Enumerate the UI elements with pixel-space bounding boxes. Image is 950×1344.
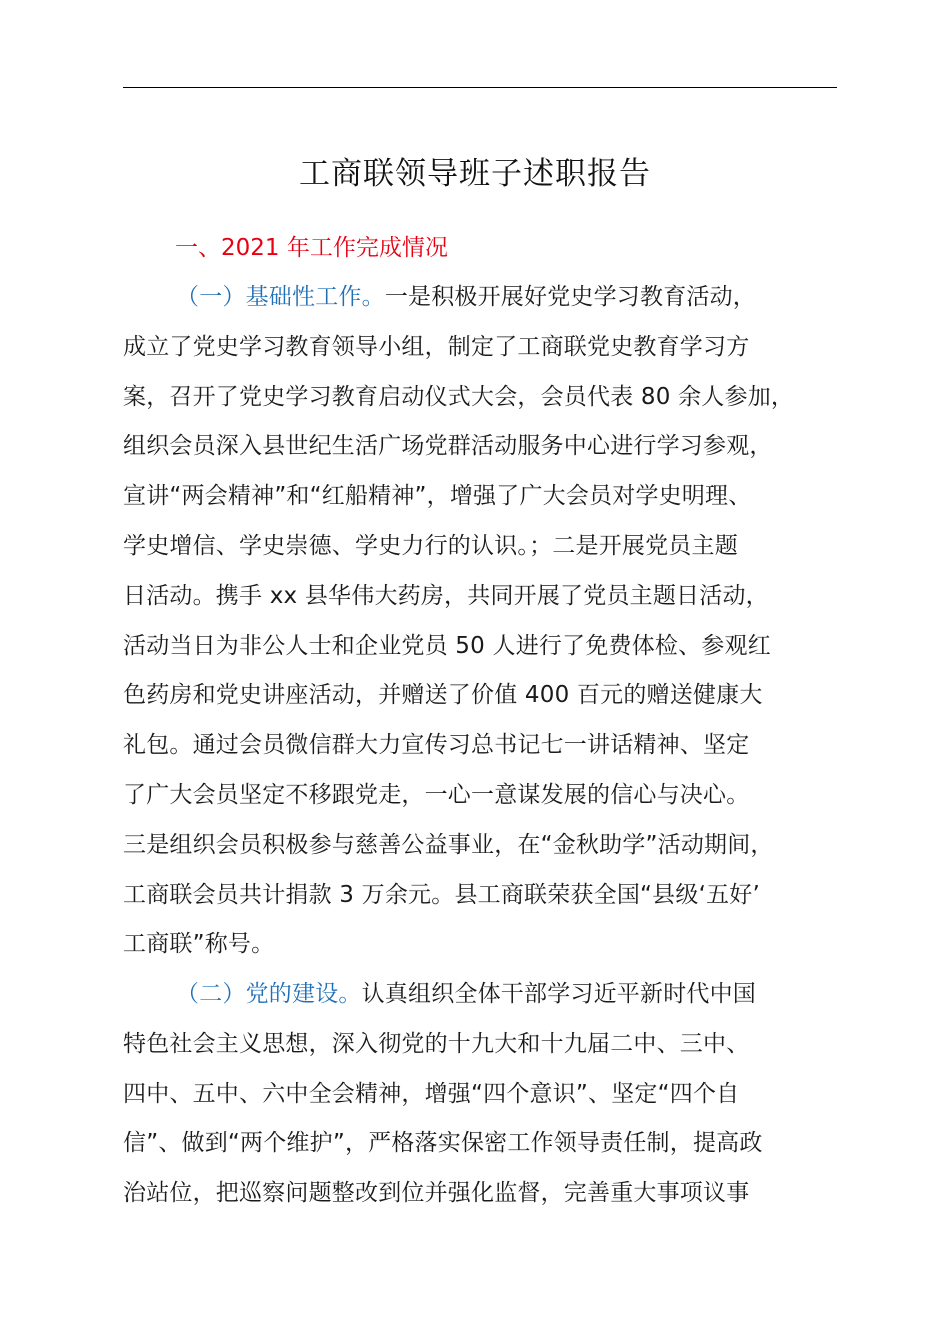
paragraph-line	[123, 273, 839, 323]
paragraph-line: 特色社会主义思想，深入彻党的十九大和十九届二中、三中、	[123, 1030, 750, 1057]
paragraph-line: 信”、做到“两个维护”，严格落实保密工作领导责任制，提高政	[123, 1130, 763, 1157]
subheading-basic-work: （一）基础性工作。	[176, 284, 385, 310]
paragraph-line: 日活动。携手 xx 县华伟大药房，共同开展了党员主题日活动，	[123, 582, 769, 609]
paragraph-line: 组织会员深入县世纪生活广场党群活动服务中心进行学习参观，	[123, 433, 773, 460]
line-text: 认真组织全体干部学习近平新时代中国	[361, 981, 757, 1007]
paragraph-line: 三是组织会员积极参与慈善公益事业，在“金秋助学”活动期间，	[123, 831, 774, 858]
document-title: 工商联领导班子述职报告	[299, 156, 651, 192]
paragraph-line: 治站位，把巡察问题整改到位并强化监督，完善重大事项议事	[123, 1180, 750, 1207]
paragraph-basic-work	[123, 273, 839, 970]
paragraph-line: 礼包。通过会员微信群大力宣传习总书记七一讲话精神、坚定	[123, 732, 750, 759]
paragraph-line: 成立了党史学习教育领导小组，制定了工商联党史教育学习方	[123, 333, 750, 360]
paragraph-line: 了广大会员坚定不移跟党走，一心一意谋发展的信心与决心。	[123, 781, 750, 808]
paragraph-party-building	[123, 970, 839, 1219]
section-heading: 一、2021 年工作完成情况	[175, 235, 448, 261]
paragraph-line: 学史增信、学史崇德、学史力行的认识。；二是开展党员主题	[123, 532, 738, 559]
line-text: 一是积极开展好党史学习教育活动，	[384, 284, 757, 310]
paragraph-line: 宣讲“两会精神”和“红船精神”，增强了广大会员对学史明理、	[123, 483, 752, 510]
paragraph-line: 工商联会员共计捐款 3 万余元。县工商联荣获全国“县级‘五好’	[123, 881, 760, 908]
header-rule	[123, 87, 837, 88]
paragraph-line: 活动当日为非公人士和企业党员 50 人进行了免费体检、参观红	[123, 632, 771, 659]
subheading-party-building: （二）党的建设。	[176, 981, 362, 1007]
paragraph-line: 四中、五中、六中全会精神，增强“四个意识”、坚定“四个自	[123, 1080, 740, 1107]
paragraph-line: 案，召开了党史学习教育启动仪式大会，会员代表 80 余人参加，	[123, 383, 795, 410]
paragraph-line: 工商联”称号。	[123, 931, 275, 958]
paragraph-line	[123, 970, 839, 1020]
paragraph-line: 色药房和党史讲座活动，并赠送了价值 400 百元的赠送健康大	[123, 682, 763, 709]
